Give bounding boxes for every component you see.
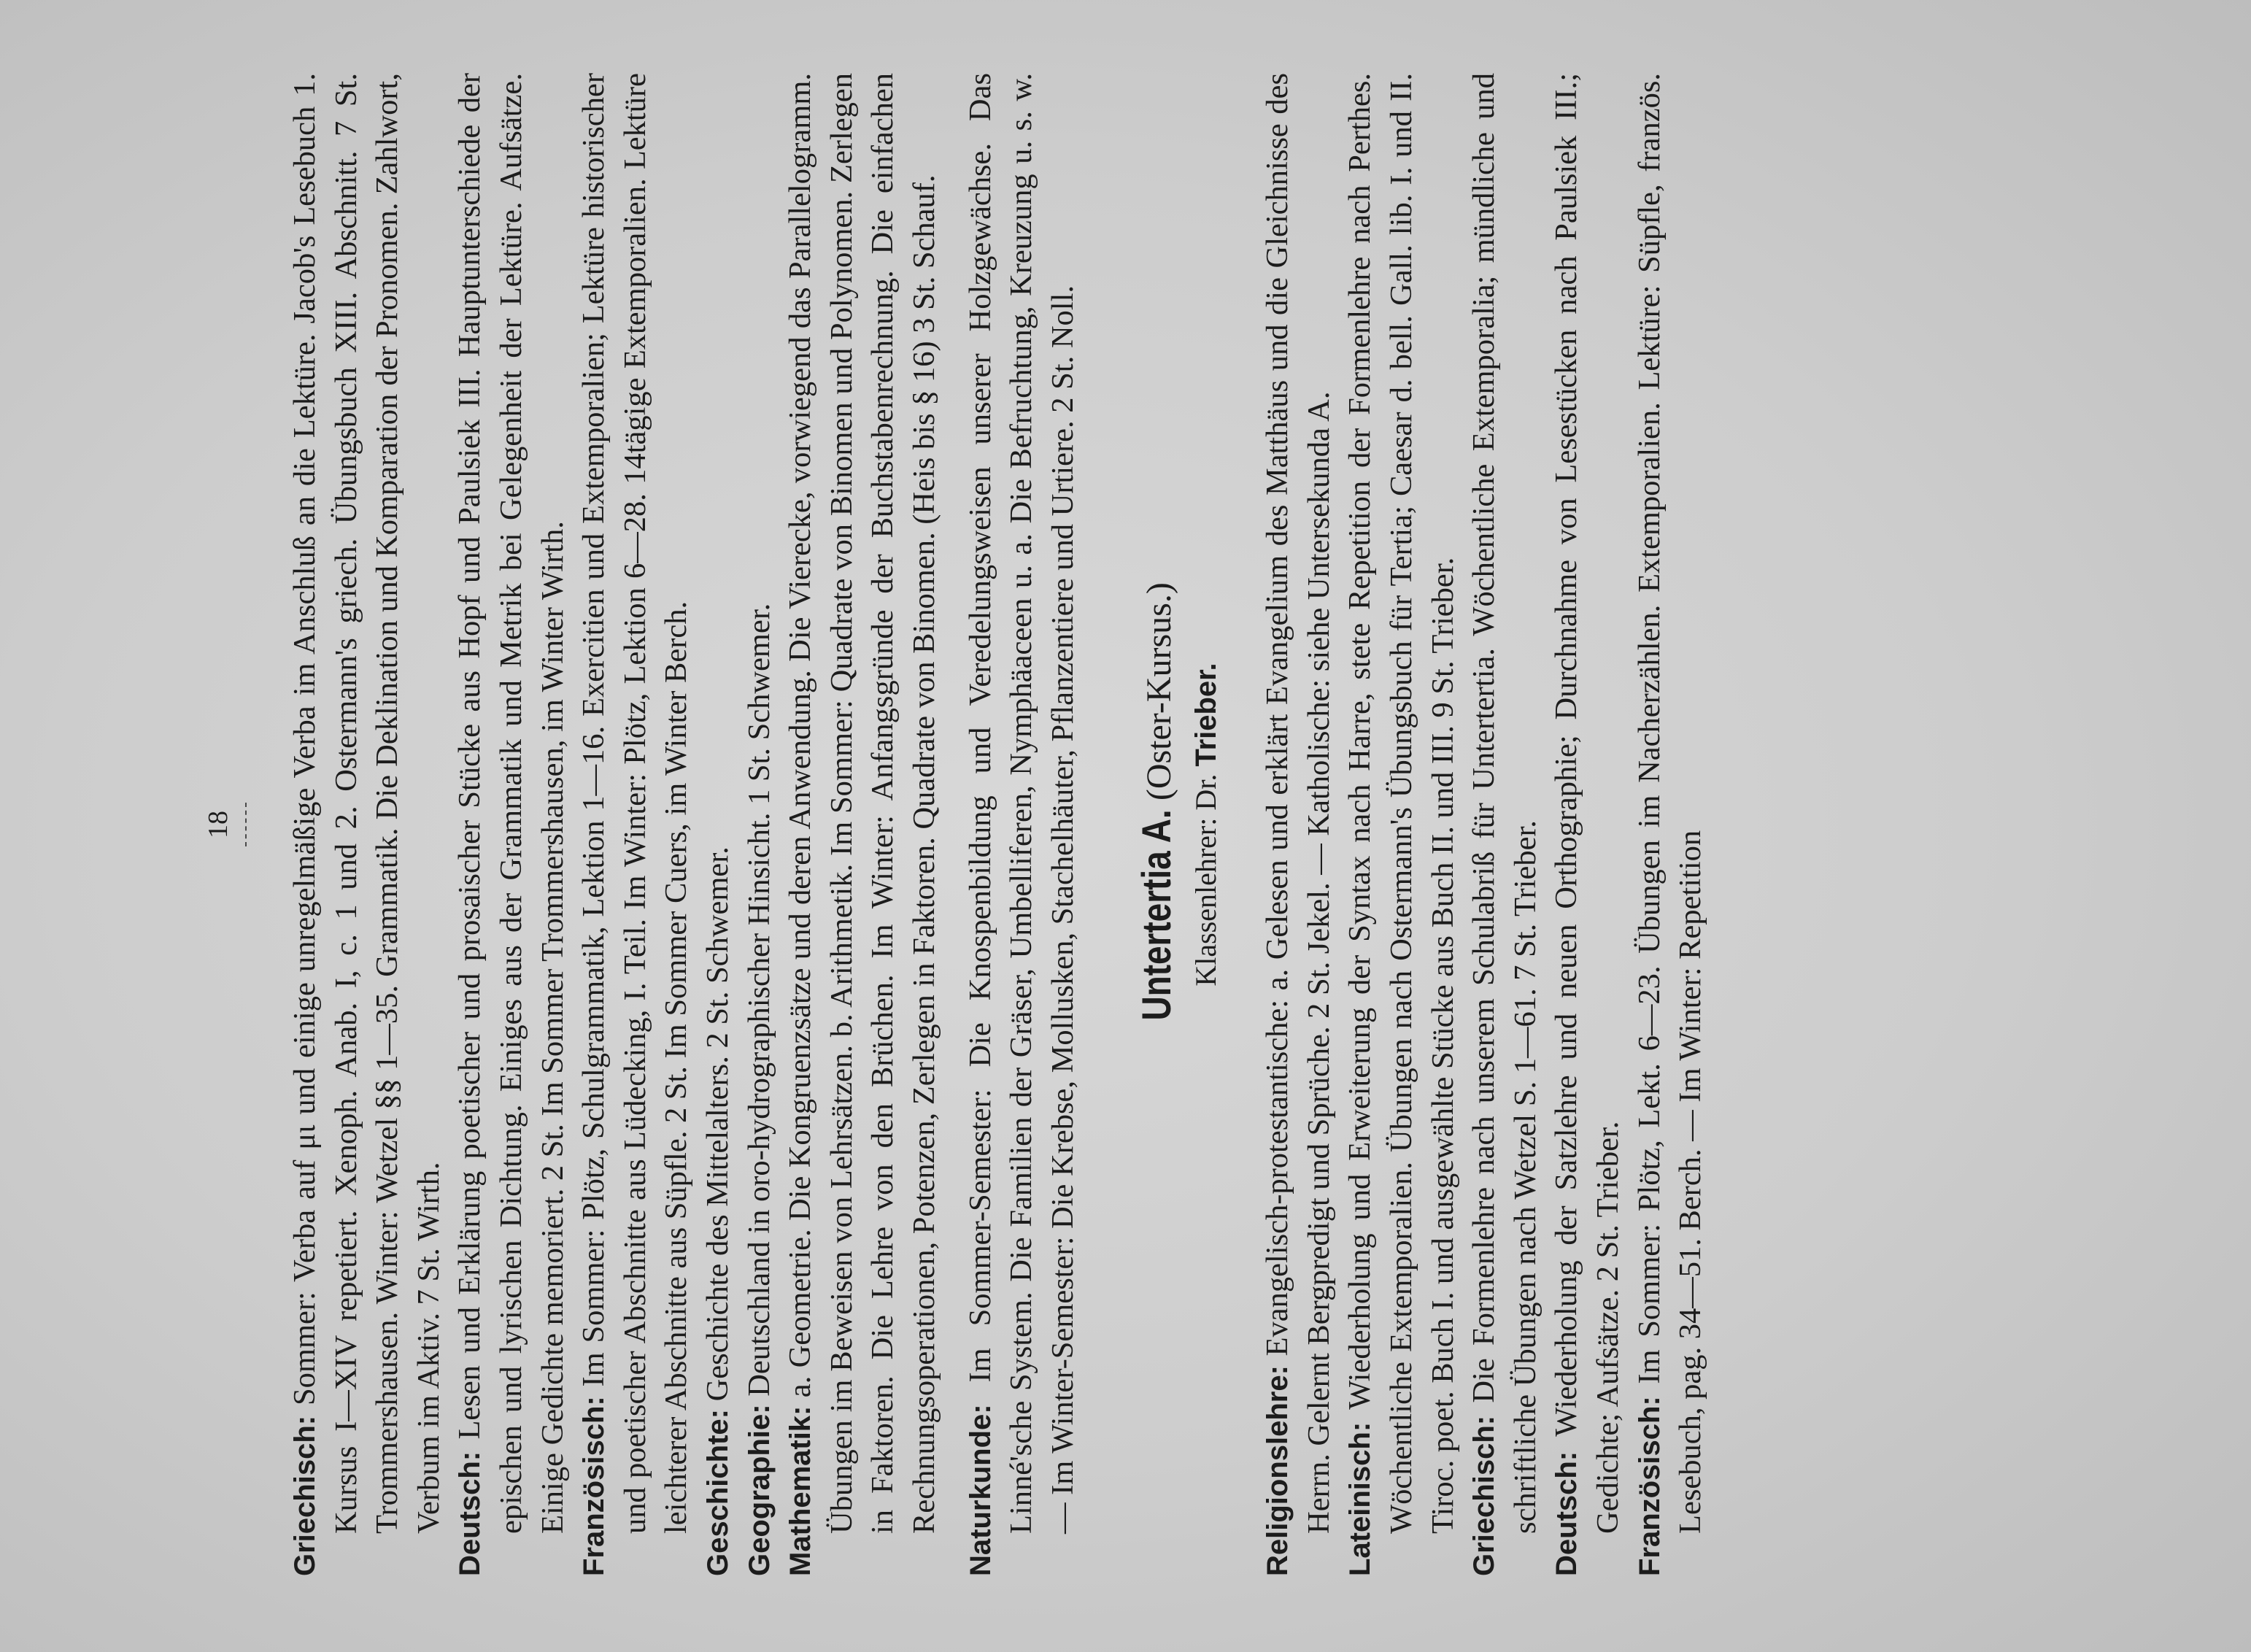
teacher-label: Klassenlehrer: Dr. bbox=[1189, 773, 1223, 987]
rotated-document-page bbox=[204, 73, 2043, 1576]
entry-text: a. Geometrie. Die Kongruenzsätze und deren Anwendung. Die Vierecke, vorwiegend das Parallelogramm. Übungen im Beweisen von Lehrsätzen. b. Arithmetik. Im Sommer: Quadrate von Binomen und Polynomen. Zerlegen in Faktoren. Die Lehre von den Brüchen. Im Winter: Anfangsgründe der Buchstabenrechnung. Die einfachen Rechnungsoperationen, Potenzen, Zerlegen in Faktoren. Quadrate von Binomen. (Heis bis § 16) 3 St. Schauf. bbox=[783, 73, 941, 1534]
page-number: 18 bbox=[203, 811, 233, 838]
entry-text: Im Sommer-Semester: Die Knospenbildung und Veredelungsweisen unserer Holzgewächse. Das Linné'sche System. Die Familien der Gräser, Umbelliferen, Nymphäaceen u. a. Die Befruchtung, Kreuzung u. s. w. — Im Winter-Semester: Die Krebse, Mollusken, Stachelhäuter, Pflanzentiere und Urtiere. 2 St. Noll. bbox=[962, 73, 1080, 1534]
curriculum-list-bottom bbox=[1257, 73, 1712, 1576]
section-heading bbox=[1135, 73, 1181, 1576]
spacer bbox=[946, 73, 960, 1576]
entry-text: Deutschland in oro-hydrographischer Hinsicht. 1 St. Schwemer. bbox=[741, 603, 776, 1397]
entry-text: Wiederholung und Erweiterung der Syntax nach Harre, stete Repetition der Formenlehre nach Perthes. Wöchentliche Extemporalien. Übungen nach Ostermann's Übungsbuch für Tertia; Caesar d. bell. Gall. lib. I. und II. Tiroc. poet. Buch I. und ausgewählte Stücke aus Buch II. und III. 9 St. Trieber. bbox=[1343, 73, 1460, 1534]
entry-religionslehre bbox=[1257, 73, 1340, 1576]
entry-text: Im Sommer: Plötz, Schulgrammatik, Lektion 1—16. Exercitien und Extemporalien; Lektüre historischer und poetischer Abschnitte aus Lüdecking, I. Teil. Im Winter: Plötz, Lektion 6—28. 14tägige Extemporalien. Lektüre leichterer Abschnitte aus Süpfle. 2 St. Im Sommer Cuers, im Winter Berch. bbox=[576, 73, 694, 1534]
subject-label: Französisch: bbox=[1633, 1396, 1666, 1576]
entry-text: Evangelisch-protestantische: a. Gelesen und erklärt Evangelium des Matthäus und die Gleichnisse des Herrn. Gelernt Bergpredigt und Sprüche. 2 St. Jekel. — Katholische: siehe Untersekunda A. bbox=[1260, 73, 1336, 1534]
entry-text: Die Formenlehre nach unserem Schulabriß für Untertertia. Wöchentliche Extemporalia; mündliche und schriftliche Übungen nach Wetzel S. 1—61. 7 St. Trieber. bbox=[1467, 72, 1543, 1534]
subject-label: Geographie: bbox=[743, 1404, 776, 1576]
subject-label: Naturkunde: bbox=[964, 1404, 997, 1576]
subject-label: Französisch: bbox=[578, 1396, 611, 1576]
entry-text: Wiederholung der Satzlehre und neuen Orthographie; Durchnahme von Lesestücken nach Paulsiek III.; Gedichte; Aufsätze. 2 St. Trieber. bbox=[1549, 72, 1626, 1534]
entry-text: Im Sommer: Plötz, Lekt. 6—23. Übungen im Nacherzählen. Extemporalien. Lektüre: Süpfle, französ. Lesebuch, pag. 34—51. Berch. — Im Winter: Repetition bbox=[1632, 72, 1708, 1534]
page-number-rule bbox=[245, 803, 247, 846]
entry-deutsch-ut bbox=[1546, 73, 1629, 1576]
entry-geographie bbox=[739, 73, 781, 1576]
section-title: Untertertia A. bbox=[1133, 809, 1180, 1021]
section-subtitle: (Oster-Kursus.) bbox=[1140, 582, 1179, 801]
entry-naturkunde bbox=[960, 73, 1084, 1576]
subject-label: Lateinisch: bbox=[1344, 1421, 1377, 1576]
teacher-name: Trieber. bbox=[1190, 663, 1223, 767]
entry-griechisch-ut bbox=[1464, 73, 1546, 1576]
entry-franzoesisch bbox=[574, 73, 698, 1576]
entry-text: Sommer: Verba auf μι und einige unregelmäßige Verba im Anschluß an die Lektüre. Jacob's Lesebuch 1. Kursus I—XIV repetiert. Xenoph. Anab. I, c. 1 und 2. Ostermann's griech. Übungsbuch XIII. Abschnitt. 7 St. Trommershausen. Winter: Wetzel §§ 1—35. Grammatik. Die Deklination und Komparation der Pronomen. Zahlwort, Verbum im Aktiv. 7 St. Wirth. bbox=[287, 73, 446, 1534]
class-teacher-line bbox=[1186, 73, 1227, 1576]
entry-griechisch bbox=[285, 73, 449, 1576]
entry-text: Geschichte des Mittelalters. 2 St. Schwemer. bbox=[700, 846, 735, 1402]
subject-label: Mathematik: bbox=[784, 1405, 817, 1576]
subject-label: Deutsch: bbox=[1551, 1451, 1583, 1576]
subject-label: Deutsch: bbox=[454, 1451, 487, 1576]
entry-text: Lesen und Erklärung poetischer und prosaischer Stücke aus Hopf und Paulsiek III. Hauptunterschiede der epischen und lyrischen Dichtung. Einiges aus der Grammatik und Metrik bei Gelegenheit der Lektüre. Aufsätze. Einige Gedichte memoriert. 2 St. Im Sommer Trommershausen, im Winter Wirth. bbox=[452, 73, 570, 1534]
subject-label: Griechisch: bbox=[289, 1415, 321, 1576]
entry-deutsch bbox=[449, 73, 574, 1576]
entry-lateinisch bbox=[1340, 73, 1464, 1576]
subject-label: Geschichte: bbox=[701, 1409, 734, 1576]
entry-geschichte bbox=[698, 73, 739, 1576]
subject-label: Religionslehre: bbox=[1262, 1365, 1294, 1576]
entry-mathematik bbox=[780, 73, 945, 1576]
subject-label: Griechisch: bbox=[1468, 1415, 1501, 1576]
curriculum-list-top bbox=[285, 73, 1084, 1576]
entry-franzoesisch-ut bbox=[1629, 73, 1712, 1576]
spacer bbox=[1084, 73, 1135, 1576]
